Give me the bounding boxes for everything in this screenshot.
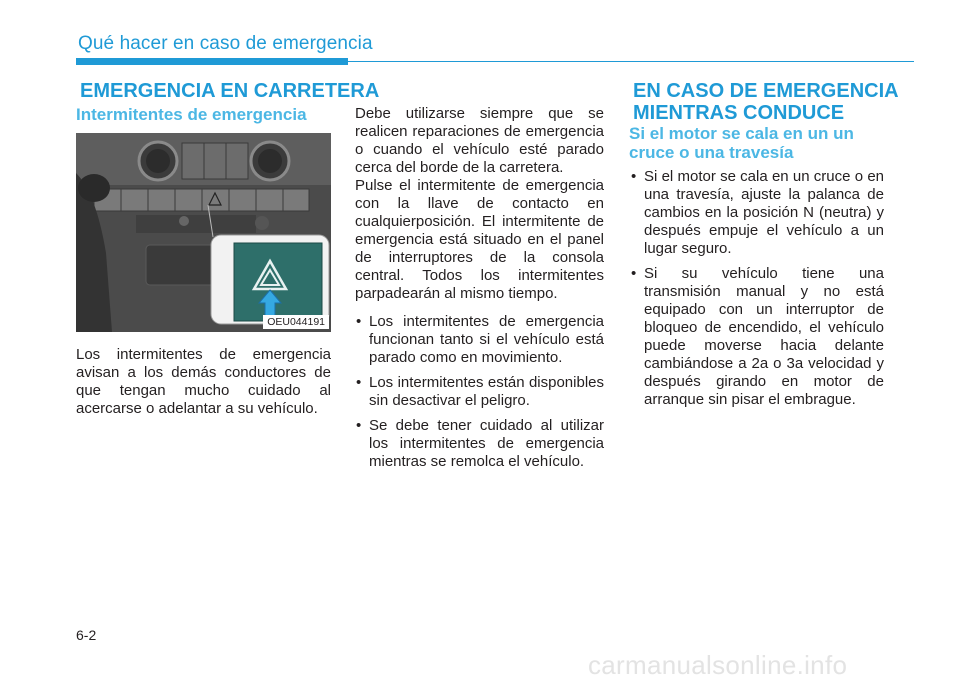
- heading-line-2: MIENTRAS CONDUCE: [633, 102, 845, 124]
- middle-bullet-list: [355, 313, 604, 478]
- hazard-switch-figure: [76, 133, 331, 332]
- figure-code: OEU044191: [263, 315, 329, 329]
- list-item-text: Si el motor se cala en un cruce o en una travesía, ajuste la palanca de cambios en la posición N (neutra) y después empuje el vehículo a un lugar seguro.: [644, 168, 884, 257]
- list-item-text: Se debe tener cuidado al utilizar los intermitentes de emergencia mientras se remolca el vehículo.: [369, 417, 604, 470]
- bullet-dot: •: [631, 265, 637, 282]
- subheading-line-2: cruce o una travesía: [629, 143, 794, 162]
- list-item: [355, 417, 604, 471]
- middle-paragraph-2: Pulse el intermitente de emergencia con la llave de contacto en cualquierposición. El intermitente de emergencia está situado en el panel de interruptores de la consola central. Todos los intermitentes parpadearán al mismo tiempo.: [355, 177, 604, 302]
- subheading-line-1: Si el motor se cala en un un: [629, 124, 854, 143]
- subheading-intermitentes: Intermitentes de emergencia: [76, 105, 307, 124]
- left-paragraph: Los intermitentes de emergencia avisan a los demás conductores de que tengan mucho cuidado al acercarse o adelantar a su vehículo.: [76, 346, 331, 417]
- list-item-text: Si su vehículo tiene una transmisión manual y no está equipado con un interruptor de bloqueo de encendido, el vehículo puede moverse hacia delante cambiándose a 2a o 3a velocidad y después girando en motor de arranque sin pisar el embrague.: [644, 265, 884, 408]
- subheading-motor-se-cala: [629, 124, 854, 162]
- list-item: [630, 265, 884, 409]
- page-number: 6-2: [76, 627, 97, 643]
- header-rule-thick: [76, 58, 348, 65]
- list-item: [355, 374, 604, 410]
- bullet-dot: •: [631, 168, 637, 185]
- list-item: [630, 168, 884, 258]
- watermark: carmanualsonline.info: [588, 650, 848, 680]
- list-item-text: Los intermitentes de emergencia funcionan tanto si el vehículo está parado como en movimiento.: [369, 313, 604, 366]
- bullet-dot: •: [356, 417, 362, 434]
- dashboard-illustration: [76, 133, 331, 332]
- section-header: Qué hacer en caso de emergencia: [78, 33, 373, 54]
- heading-line-1: EN CASO DE EMERGENCIA: [633, 80, 899, 102]
- header-rule-thin: [348, 61, 914, 62]
- bullet-dot: •: [356, 374, 362, 391]
- list-item-text: Los intermitentes están disponibles sin desactivar el peligro.: [369, 374, 604, 409]
- right-bullet-list: [630, 168, 884, 416]
- heading-en-caso-de-emergencia: [633, 80, 899, 124]
- bullet-dot: •: [356, 313, 362, 330]
- heading-emergencia-en-carretera: EMERGENCIA EN CARRETERA: [80, 80, 380, 102]
- middle-paragraph-1: Debe utilizarse siempre que se realicen reparaciones de emergencia o cuando el vehículo esté parado cerca del borde de la carretera.: [355, 105, 604, 176]
- list-item: [355, 313, 604, 367]
